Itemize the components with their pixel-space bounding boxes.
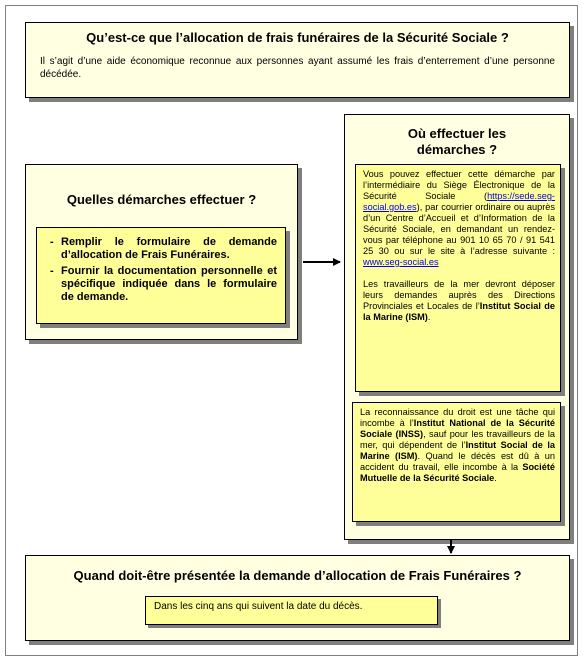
step-item-provide-docs: - Fournir la documentation personnelle et spécifique indiquée dans le formulaire de demande.	[45, 265, 277, 304]
sede-link[interactable]: https://sede.seg-social.gob.es	[363, 191, 555, 212]
where-title-line2: démarches ?	[416, 142, 498, 157]
where-p2-text2: .	[427, 312, 431, 322]
when-title: Quand doit-être présentée la demande d’allocation de Frais Funéraires ?	[73, 568, 522, 583]
recognition-ism: Institut Social de la Marine (ISM)	[360, 440, 555, 461]
what-is-title: Qu’est-ce que l’allocation de frais funéraires de la Sécurité Sociale ?	[86, 30, 509, 45]
recognition-t2: , sauf pour les travailleurs de la mer, qui dépendent de l’	[360, 429, 555, 450]
step-item-fill-form: - Remplir le formulaire de demande d’allocation de Frais Funéraires.	[45, 236, 277, 262]
where-title-line1: Où effectuer les	[407, 126, 507, 141]
where-p2-ism: Institut Social de la Marine (ISM)	[363, 301, 555, 322]
recognition-mutual: Société Mutuelle de la Sécurité Sociale	[360, 462, 555, 483]
where-p2-text1: Les travailleurs de la mer devront déposer leurs demandes auprès des Directions Provinciales et Locales de l’	[363, 279, 555, 311]
steps-title: Quelles démarches effectuer ?	[66, 192, 257, 207]
recognition-t4: .	[494, 473, 497, 483]
when-answer-text: Dans les cinq ans qui suivent la date du décès.	[154, 601, 363, 612]
recognition-t3: . Quand le décès est dû à un accident du travail, elle incombe à la	[360, 451, 555, 472]
where-p1-text2: ), par courrier ordinaire ou auprès d’un Centre d’Accueil et d’Information de la Sécurité Sociale, en demandant un rendez-vous par téléphone au 901 10 65 70 / 91 541 25 30 ou sur le site à l’adresse suivante :	[363, 202, 555, 256]
where-p1-text1: Vous pouvez effectuer cette démarche par l’intermédiaire du Siège Électronique de la Sécurité Sociale (	[363, 169, 555, 201]
what-is-description: Il s’agit d’une aide économique reconnue aux personnes ayant assumé les frais d’enterrement d’une personne décédée.	[40, 56, 555, 80]
recognition-t1: La reconnaissance du droit est une tâche qui incombe à l’	[360, 407, 555, 428]
recognition-inss: Institut National de la Sécurité Sociale (INSS)	[360, 418, 555, 439]
seg-social-link[interactable]: www.seg-social.es	[363, 257, 439, 267]
